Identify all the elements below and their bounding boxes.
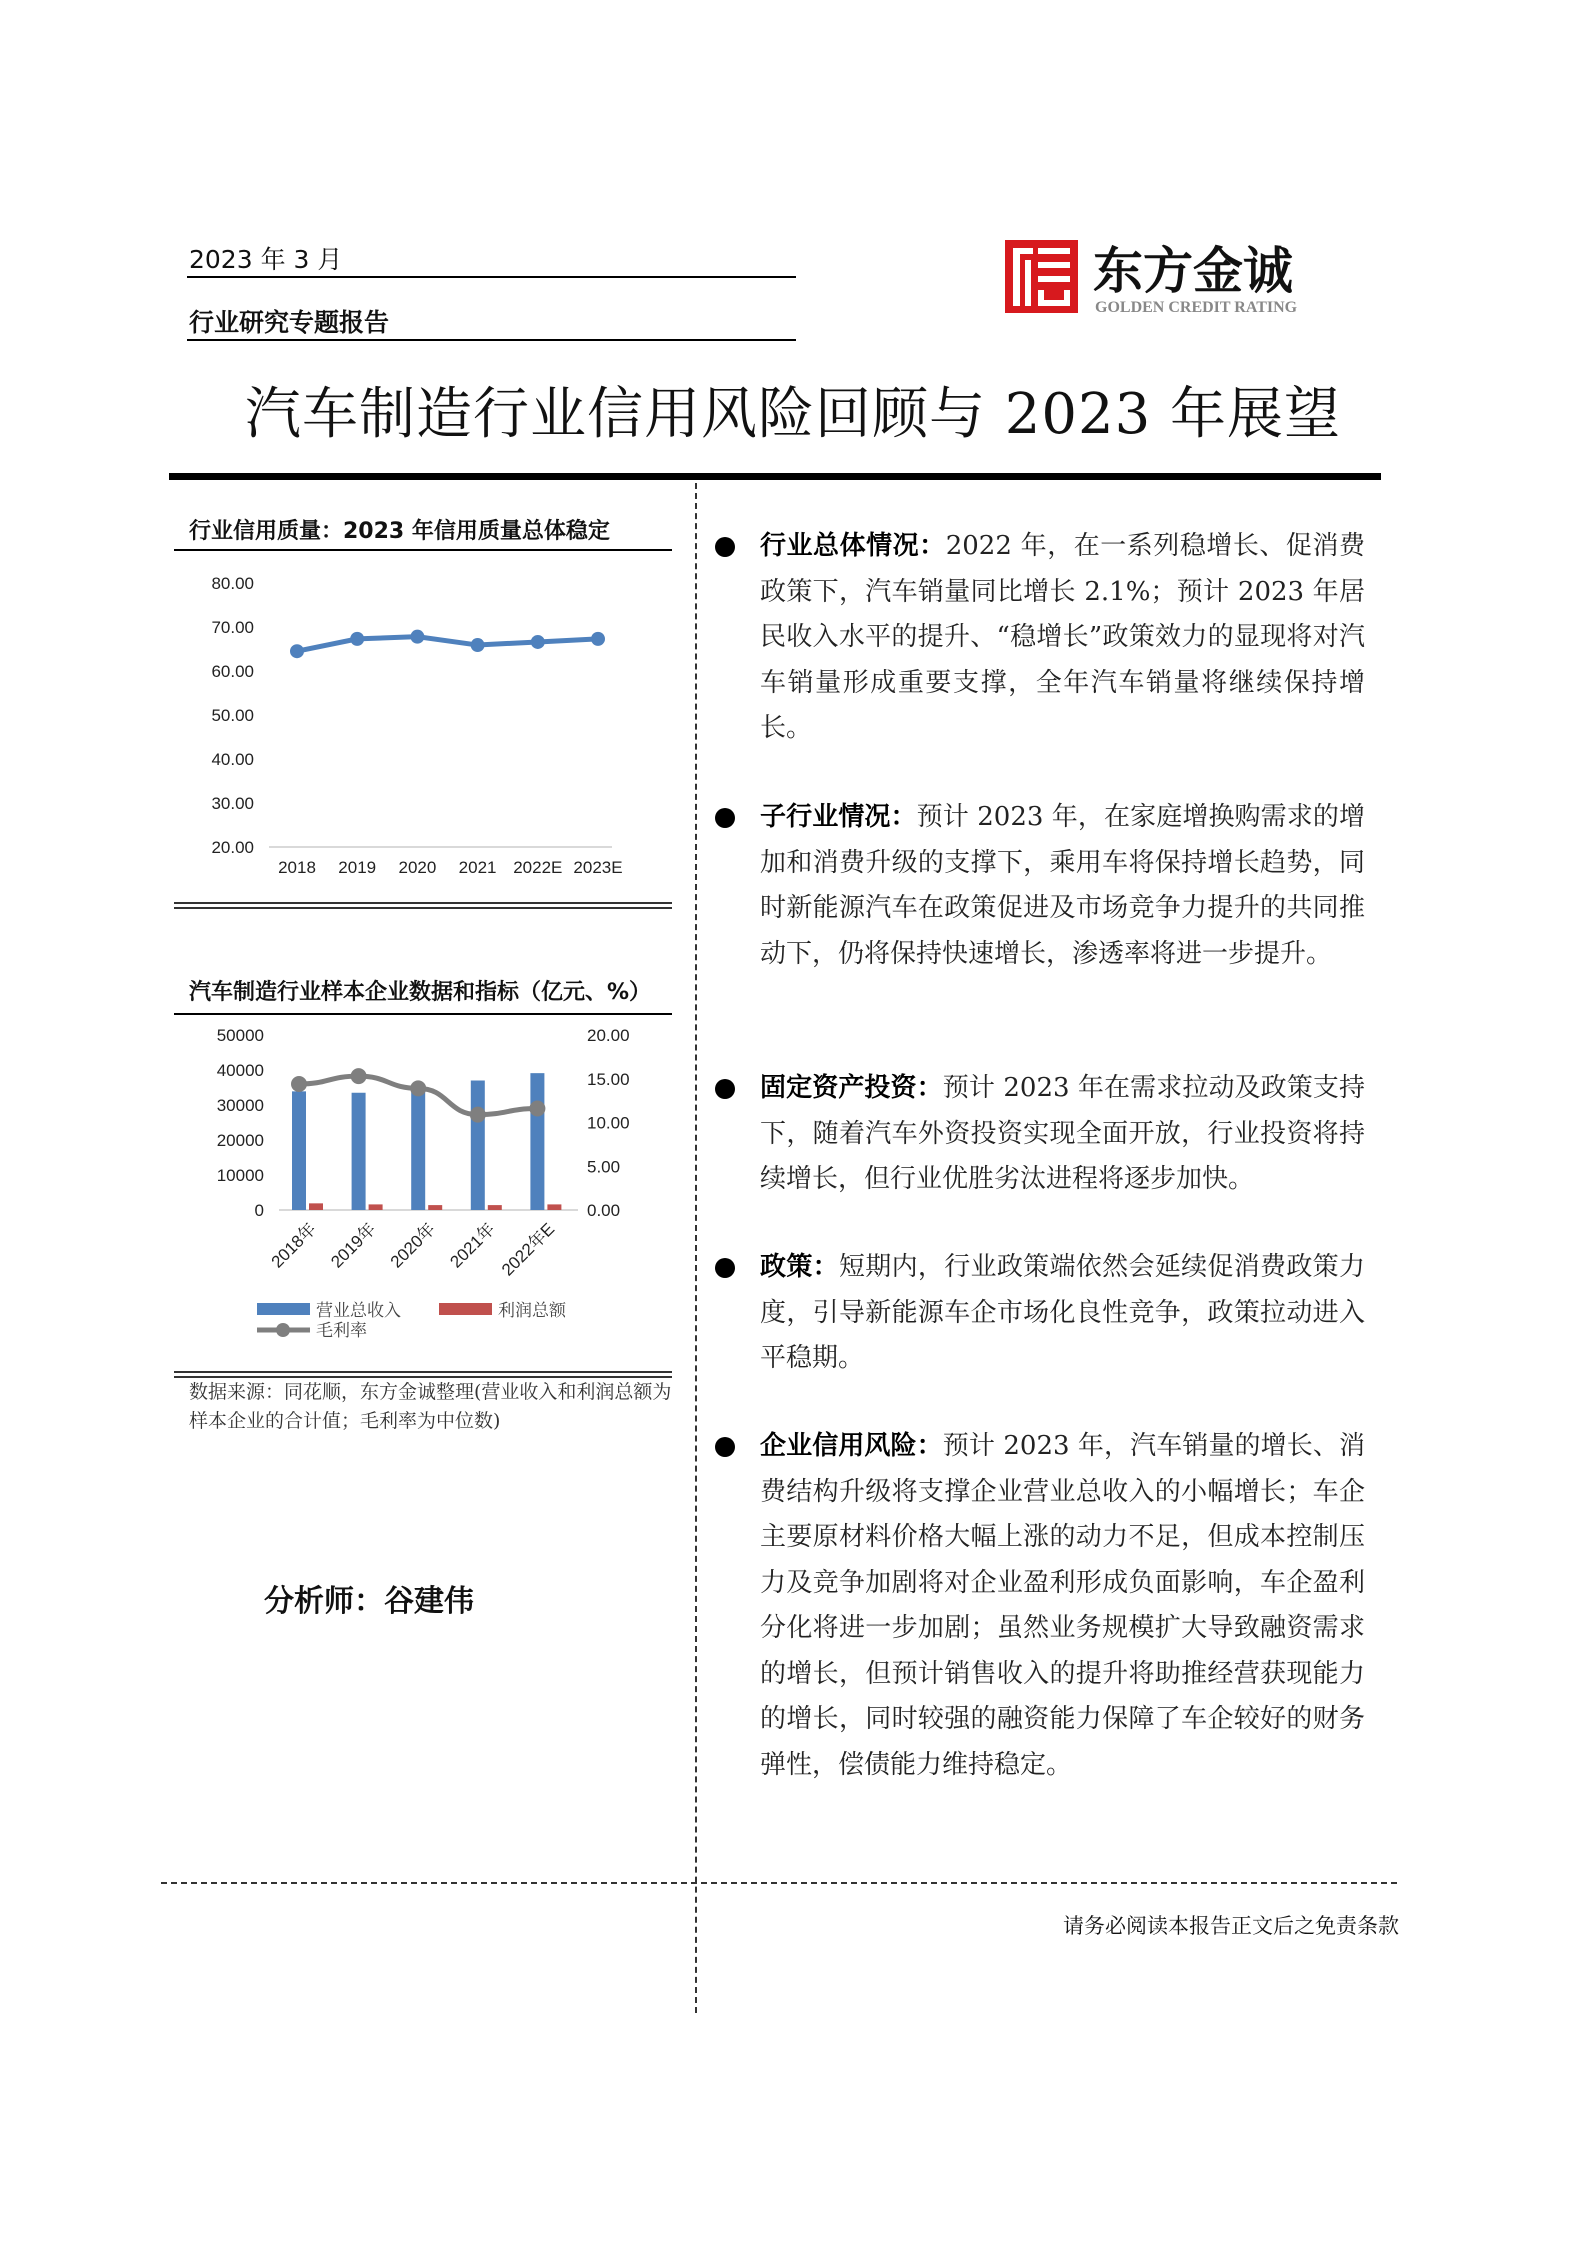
data-point [350,632,364,646]
profit-bar [309,1203,323,1210]
x-tick-label: 2018年 [267,1219,320,1272]
x-tick-label: 2020年 [386,1219,440,1272]
profit-bar [488,1205,502,1210]
data-point [290,644,304,658]
summary-paragraph: 子行业情况：预计 2023 年，在家庭增换购需求的增加和消费升级的支撑下，乘用车将保持增长趋势，同时新能源汽车在政策促进及市场竞争力提升的共同推动下，仍将保持快速增长，渗透率将进一步提升。 [760,802,1365,969]
disclaimer-note: 请务必阅读本报告正文后之免责条款 [1063,1914,1399,1938]
legend-margin-marker [276,1323,290,1337]
legend-margin-label: 毛利率 [316,1321,367,1340]
y-tick-label: 80.00 [211,574,254,593]
left-y-tick-label: 50000 [216,1026,264,1045]
analyst-name: 分析师：谷建伟 [264,1584,474,1619]
y-tick-label: 20.00 [211,838,254,857]
right-y-tick-label: 10.00 [587,1113,630,1133]
chart1-title: 行业信用质量：2023 年信用质量总体稳定 [189,519,610,544]
profit-bar [369,1204,383,1210]
data-point [531,635,545,649]
page-title: 汽车制造行业信用风险回顾与 2023 年展望 [244,382,1342,447]
x-tick-label: 2022E [513,858,563,877]
y-tick-label: 70.00 [211,618,254,637]
right-y-tick-label: 5.00 [587,1157,621,1177]
revenue-bar [530,1073,544,1210]
bullet-icon [715,537,735,557]
legend-revenue-label: 营业总收入 [316,1301,401,1320]
divider [187,339,796,341]
divider [174,1013,672,1015]
x-tick-label: 2020 [398,858,437,877]
right-y-tick-label: 20.00 [587,1026,630,1045]
margin-point [291,1076,307,1092]
company-logo [1005,238,1345,318]
report-type: 行业研究专题报告 [189,308,390,337]
title-rule [169,473,1381,480]
revenue-bar [352,1093,366,1210]
data-source-note: 数据来源：同花顺，东方金诚整理(营业收入和利润总额为样本企业的合计值；毛利率为中位数) [189,1381,672,1432]
data-point [410,630,424,644]
revenue-bar [471,1081,485,1211]
revenue-bar [411,1089,425,1210]
legend-revenue-swatch [257,1303,310,1315]
summary-paragraph: 政策：短期内，行业政策端依然会延续促消费政策力度，引导新能源车企市场化良性竞争，政策拉动进入平稳期。 [760,1252,1365,1373]
y-tick-label: 30.00 [211,794,254,813]
divider [174,549,672,551]
report-date: 2023 年 3 月 [189,245,343,274]
bullet-icon [715,1258,735,1278]
left-y-tick-label: 10000 [216,1166,264,1185]
column-divider [695,483,697,2013]
data-point [471,638,485,652]
footer-divider [161,1882,1397,1884]
summary-paragraph: 固定资产投资：预计 2023 年在需求拉动及政策支持下，随着汽车外资投资实现全面开放，行业投资将持续增长，但行业优胜劣汰进程将逐步加快。 [760,1073,1365,1194]
y-tick-label: 60.00 [211,662,254,681]
summary-paragraph: 企业信用风险：预计 2023 年，汽车销量的增长、消费结构升级将支撑企业营业总收入的小幅增长；车企主要原材料价格大幅上涨的动力不足，但成本控制压力及竞争加剧将对企业盈利形成负面影响，车企盈利分化将进一步加剧；虽然业务规模扩大导致融资需求的增长，但预计销售收入的提升将助推经营获现能力的增长，同时较强的融资能力保障了车企较好的财务弹性，偿债能力维持稳定。 [760,1431,1365,1780]
x-tick-label: 2021年 [446,1219,499,1272]
y-tick-label: 50.00 [211,706,254,725]
summary-paragraph: 行业总体情况：2022 年，在一系列稳增长、促消费政策下，汽车销量同比增长 2.1%；预计 2023 年居民收入水平的提升、“稳增长”政策效力的显现将对汽车销量形成重要支撑，全年汽车销量将继续保持增长。 [760,531,1365,743]
divider [174,1371,672,1378]
bullet-icon [715,1079,735,1099]
margin-point [410,1080,426,1096]
x-tick-label: 2018 [278,858,316,877]
revenue-bar [292,1091,306,1210]
series-line [297,637,598,652]
margin-point [529,1101,545,1117]
left-y-tick-label: 0 [254,1201,264,1220]
chart2-title: 汽车制造行业样本企业数据和指标（亿元、%） [189,980,652,1005]
bullet-icon [715,1437,735,1457]
logo-en-text: GOLDEN CREDIT RATING [1095,299,1298,316]
profit-bar [428,1205,442,1210]
x-tick-label: 2019 [338,858,377,877]
right-y-tick-label: 0.00 [587,1201,621,1220]
right-y-tick-label: 15.00 [587,1069,630,1089]
left-y-tick-label: 20000 [216,1131,264,1150]
x-tick-label: 2022年E [498,1219,559,1280]
legend-profit-label: 利润总额 [498,1301,566,1320]
sample-enterprise-chart [174,1020,674,1370]
y-tick-label: 40.00 [211,750,254,769]
divider [187,276,796,278]
profit-bar [547,1204,561,1210]
margin-point [351,1068,367,1084]
legend-profit-swatch [439,1303,492,1315]
x-tick-label: 2023E [573,858,623,877]
divider [174,902,672,909]
x-tick-label: 2021 [458,858,497,877]
x-tick-label: 2019年 [327,1219,380,1272]
data-point [591,632,605,646]
margin-point [470,1107,486,1123]
left-y-tick-label: 40000 [216,1061,264,1080]
bullet-icon [715,808,735,828]
logo-cn-text: 东方金诚 [1093,241,1293,300]
left-y-tick-label: 30000 [216,1096,264,1115]
credit-quality-chart [174,560,674,900]
